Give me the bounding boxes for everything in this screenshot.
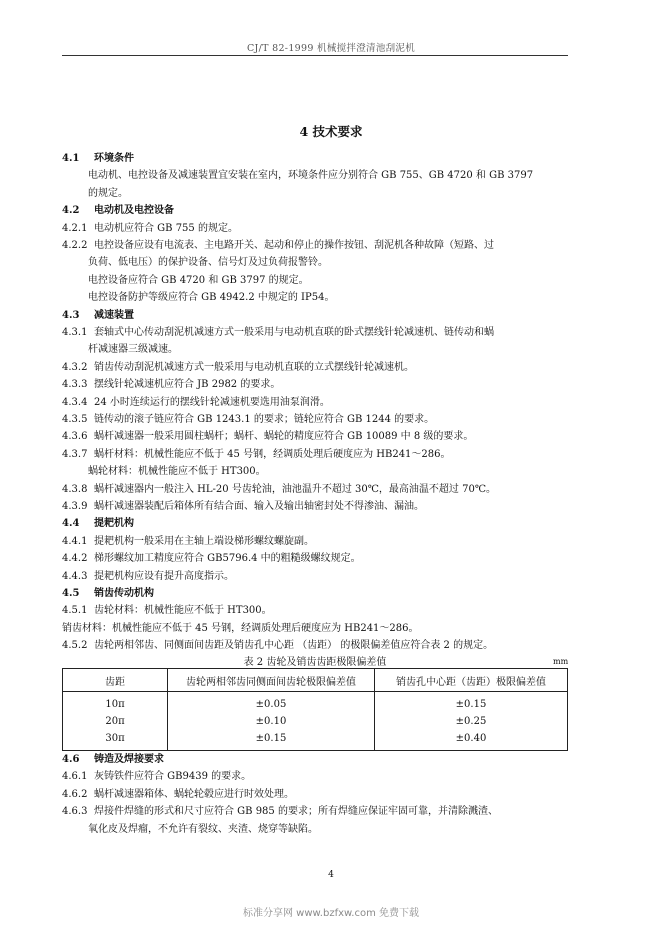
clause-line bbox=[62, 429, 473, 445]
clause-text: 电控设备应符合 GB 4720 和 GB 3797 的规定。 bbox=[88, 274, 309, 286]
table-cell: ±0.25 bbox=[375, 713, 568, 730]
clause-number: 4.6 bbox=[62, 754, 80, 765]
clause-text: 电动机、电控设备及减速装置宜安装在室内，环境条件应分别符合 GB 755、GB 4720 和 GB 3797 bbox=[88, 170, 534, 182]
header-cell: 齿轮两相邻齿同侧面间齿轮极限偏差值 bbox=[168, 669, 375, 692]
clause-line bbox=[62, 151, 134, 167]
clause-number: 4.2.1 bbox=[62, 222, 88, 234]
clause-heading: 减速装置 bbox=[94, 309, 134, 321]
clause-number: 4.4.3 bbox=[62, 570, 88, 582]
clause-number: 4.3.4 bbox=[62, 396, 88, 408]
text-line bbox=[88, 822, 318, 838]
clause-line bbox=[62, 534, 314, 550]
clause-line bbox=[62, 769, 251, 785]
clause-line bbox=[62, 752, 164, 768]
clause-heading: 销齿传动机构 bbox=[94, 588, 154, 599]
text-line bbox=[88, 255, 328, 271]
clause-text: 提耙机构应设有提升高度指示。 bbox=[94, 570, 234, 582]
clause-text: 蜗杆减速器箱体、蜗轮轮毂应进行时效处理。 bbox=[94, 788, 294, 800]
clause-number: 4.3.7 bbox=[62, 448, 88, 460]
clause-line bbox=[62, 238, 494, 254]
clause-number: 4.6.3 bbox=[62, 806, 88, 818]
clause-line bbox=[62, 603, 272, 619]
table-cell: ±0.05 bbox=[168, 692, 375, 714]
clause-text: 24 小时连续运行的摆线针轮减速机要选用油泵润滑。 bbox=[94, 396, 330, 408]
text-line bbox=[62, 621, 419, 637]
clause-number: 4.6.2 bbox=[62, 788, 88, 800]
clause-number: 4.3.8 bbox=[62, 483, 88, 495]
table-cell: 20π bbox=[63, 713, 168, 730]
clause-text: 摆线针轮减速机应符合 JB 2982 的要求。 bbox=[94, 379, 281, 391]
clause-number: 4.5.2 bbox=[62, 640, 88, 652]
clause-text: 蜗轮材料：机械性能应不低于 HT300。 bbox=[88, 466, 266, 478]
header-cell: 齿距 bbox=[63, 669, 168, 692]
clause-text: 氧化皮及焊瘤，不允许有裂纹、夹渣、烧穿等缺陷。 bbox=[88, 823, 318, 835]
clause-text: 负荷、低电压）的保护设备、信号灯及过负荷报警铃。 bbox=[88, 257, 328, 269]
clause-text: 蜗杆减速器内一般注入 HL-20 号齿轮油，油池温升不超过 30℃，最高油温不超过 70℃。 bbox=[94, 483, 497, 495]
table-row bbox=[63, 713, 568, 730]
clause-number: 4.3.9 bbox=[62, 501, 88, 512]
table-unit: mm bbox=[553, 657, 569, 666]
text-line bbox=[88, 342, 178, 358]
clause-line bbox=[62, 412, 434, 428]
clause-text: 链传动的滚子链应符合 GB 1243.1 的要求；链轮应符合 GB 1244 的要求。 bbox=[94, 414, 435, 425]
clause-text: 灰铸铁件应符合 GB9439 的要求。 bbox=[94, 771, 252, 783]
table-cell: 30π bbox=[63, 730, 168, 751]
clause-line bbox=[62, 308, 134, 324]
clause-text: 销齿材料：机械性能应不低于 45 号钢，经调质处理后硬度应为 HB241～286。 bbox=[62, 622, 419, 634]
clause-text: 销齿传动刮泥机减速方式一般采用与电动机直联的立式摆线针轮减速机。 bbox=[94, 361, 414, 373]
clause-line bbox=[62, 447, 451, 463]
clause-text: 的规定。 bbox=[88, 187, 128, 199]
clause-line bbox=[62, 221, 238, 237]
clause-line bbox=[62, 203, 174, 219]
header-cell: 销齿孔中心距（齿距）极限偏差值 bbox=[375, 669, 568, 692]
clause-line bbox=[62, 569, 234, 585]
clause-line bbox=[62, 787, 294, 803]
text-line bbox=[88, 273, 309, 289]
watermark: 标准分享网 www.bzfxw.com 免费下载 bbox=[243, 908, 419, 919]
clause-text: 电控设备应设有电流表、主电路开关、起动和停止的操作按钮、刮泥机各种故障（短路、过 bbox=[94, 240, 494, 251]
clause-number: 4.4 bbox=[62, 518, 80, 530]
table-cell: ±0.15 bbox=[375, 692, 568, 714]
clause-number: 4.5.1 bbox=[62, 605, 88, 617]
clause-line bbox=[62, 360, 414, 376]
text-line bbox=[88, 290, 334, 306]
table-header-row bbox=[63, 669, 568, 692]
tolerance-table bbox=[62, 668, 568, 751]
section-title: 4 技术要求 bbox=[299, 124, 363, 139]
clause-text: 杆减速器三级减速。 bbox=[88, 344, 178, 356]
table-cell: ±0.10 bbox=[168, 713, 375, 730]
clause-line bbox=[62, 516, 134, 532]
clause-number: 4.2 bbox=[62, 205, 80, 217]
clause-line bbox=[62, 551, 361, 567]
page-number: 4 bbox=[328, 870, 334, 880]
text-line bbox=[88, 168, 533, 184]
text-line bbox=[88, 186, 128, 202]
clause-number: 4.1 bbox=[62, 153, 80, 164]
clause-line bbox=[62, 638, 493, 654]
clause-line bbox=[62, 586, 154, 602]
clause-text: 蜗杆材料：机械性能应不低于 45 号钢，经调质处理后硬度应为 HB241～286。 bbox=[94, 448, 451, 460]
clause-number: 4.4.2 bbox=[62, 553, 88, 565]
table-cell: 10π bbox=[63, 692, 168, 714]
clause-line bbox=[62, 377, 280, 393]
table-caption: 表 2 齿轮及销齿齿距极限偏差值 bbox=[243, 657, 387, 668]
table-cell: ±0.15 bbox=[168, 730, 375, 751]
clause-number: 4.3.6 bbox=[62, 431, 88, 443]
clause-number: 4.2.2 bbox=[62, 240, 88, 251]
clause-text: 电动机应符合 GB 755 的规定。 bbox=[94, 222, 238, 234]
clause-line bbox=[62, 395, 330, 411]
clause-number: 4.3.5 bbox=[62, 414, 88, 425]
clause-line bbox=[62, 804, 498, 820]
clause-line bbox=[62, 482, 496, 498]
clause-heading: 环境条件 bbox=[94, 153, 134, 164]
clause-text: 提耙机构一般采用在主轴上端设梯形螺纹螺旋副。 bbox=[94, 535, 314, 547]
clause-number: 4.3 bbox=[62, 309, 80, 321]
clause-line bbox=[62, 325, 494, 341]
clause-number: 4.3.1 bbox=[62, 327, 88, 338]
clause-heading: 铸造及焊接要求 bbox=[94, 754, 164, 765]
header-rule bbox=[62, 55, 568, 56]
running-header: CJ/T 82-1999 机械搅拌澄清池刮泥机 bbox=[246, 43, 416, 54]
clause-text: 套轴式中心传动刮泥机减速方式一般采用与电动机直联的卧式摆线针轮减速机、链传动和蜗 bbox=[94, 327, 494, 338]
clause-text: 蜗杆减速器一般采用圆柱蜗杆；蜗杆、蜗轮的精度应符合 GB 10089 中 8 级的要求。 bbox=[94, 431, 474, 443]
table-row bbox=[63, 692, 568, 714]
clause-heading: 电动机及电控设备 bbox=[94, 205, 174, 217]
clause-text: 齿轮两相邻齿、同侧面间齿距及销齿孔中心距 （齿距） 的极限偏差值应符合表 2 的规定。 bbox=[94, 640, 494, 652]
table-cell: ±0.40 bbox=[375, 730, 568, 751]
clause-text: 齿轮材料：机械性能应不低于 HT300。 bbox=[94, 605, 272, 617]
clause-number: 4.3.2 bbox=[62, 361, 88, 373]
clause-text: 梯形螺纹加工精度应符合 GB5796.4 中的粗糙级螺纹规定。 bbox=[94, 553, 361, 565]
text-line bbox=[88, 464, 266, 480]
clause-line bbox=[62, 499, 424, 515]
clause-number: 4.4.1 bbox=[62, 535, 88, 547]
clause-number: 4.5 bbox=[62, 588, 80, 599]
clause-number: 4.6.1 bbox=[62, 771, 88, 783]
table-row bbox=[63, 730, 568, 751]
clause-text: 蜗杆减速器装配后箱体所有结合面、输入及输出轴密封处不得渗油、漏油。 bbox=[94, 501, 424, 512]
clause-heading: 提耙机构 bbox=[94, 518, 134, 530]
clause-number: 4.3.3 bbox=[62, 379, 88, 391]
clause-text: 电控设备防护等级应符合 GB 4942.2 中规定的 IP54。 bbox=[88, 292, 335, 304]
clause-text: 焊接件焊缝的形式和尺寸应符合 GB 985 的要求；所有焊缝应保证牢固可靠，并清除溅渣、 bbox=[94, 806, 498, 818]
